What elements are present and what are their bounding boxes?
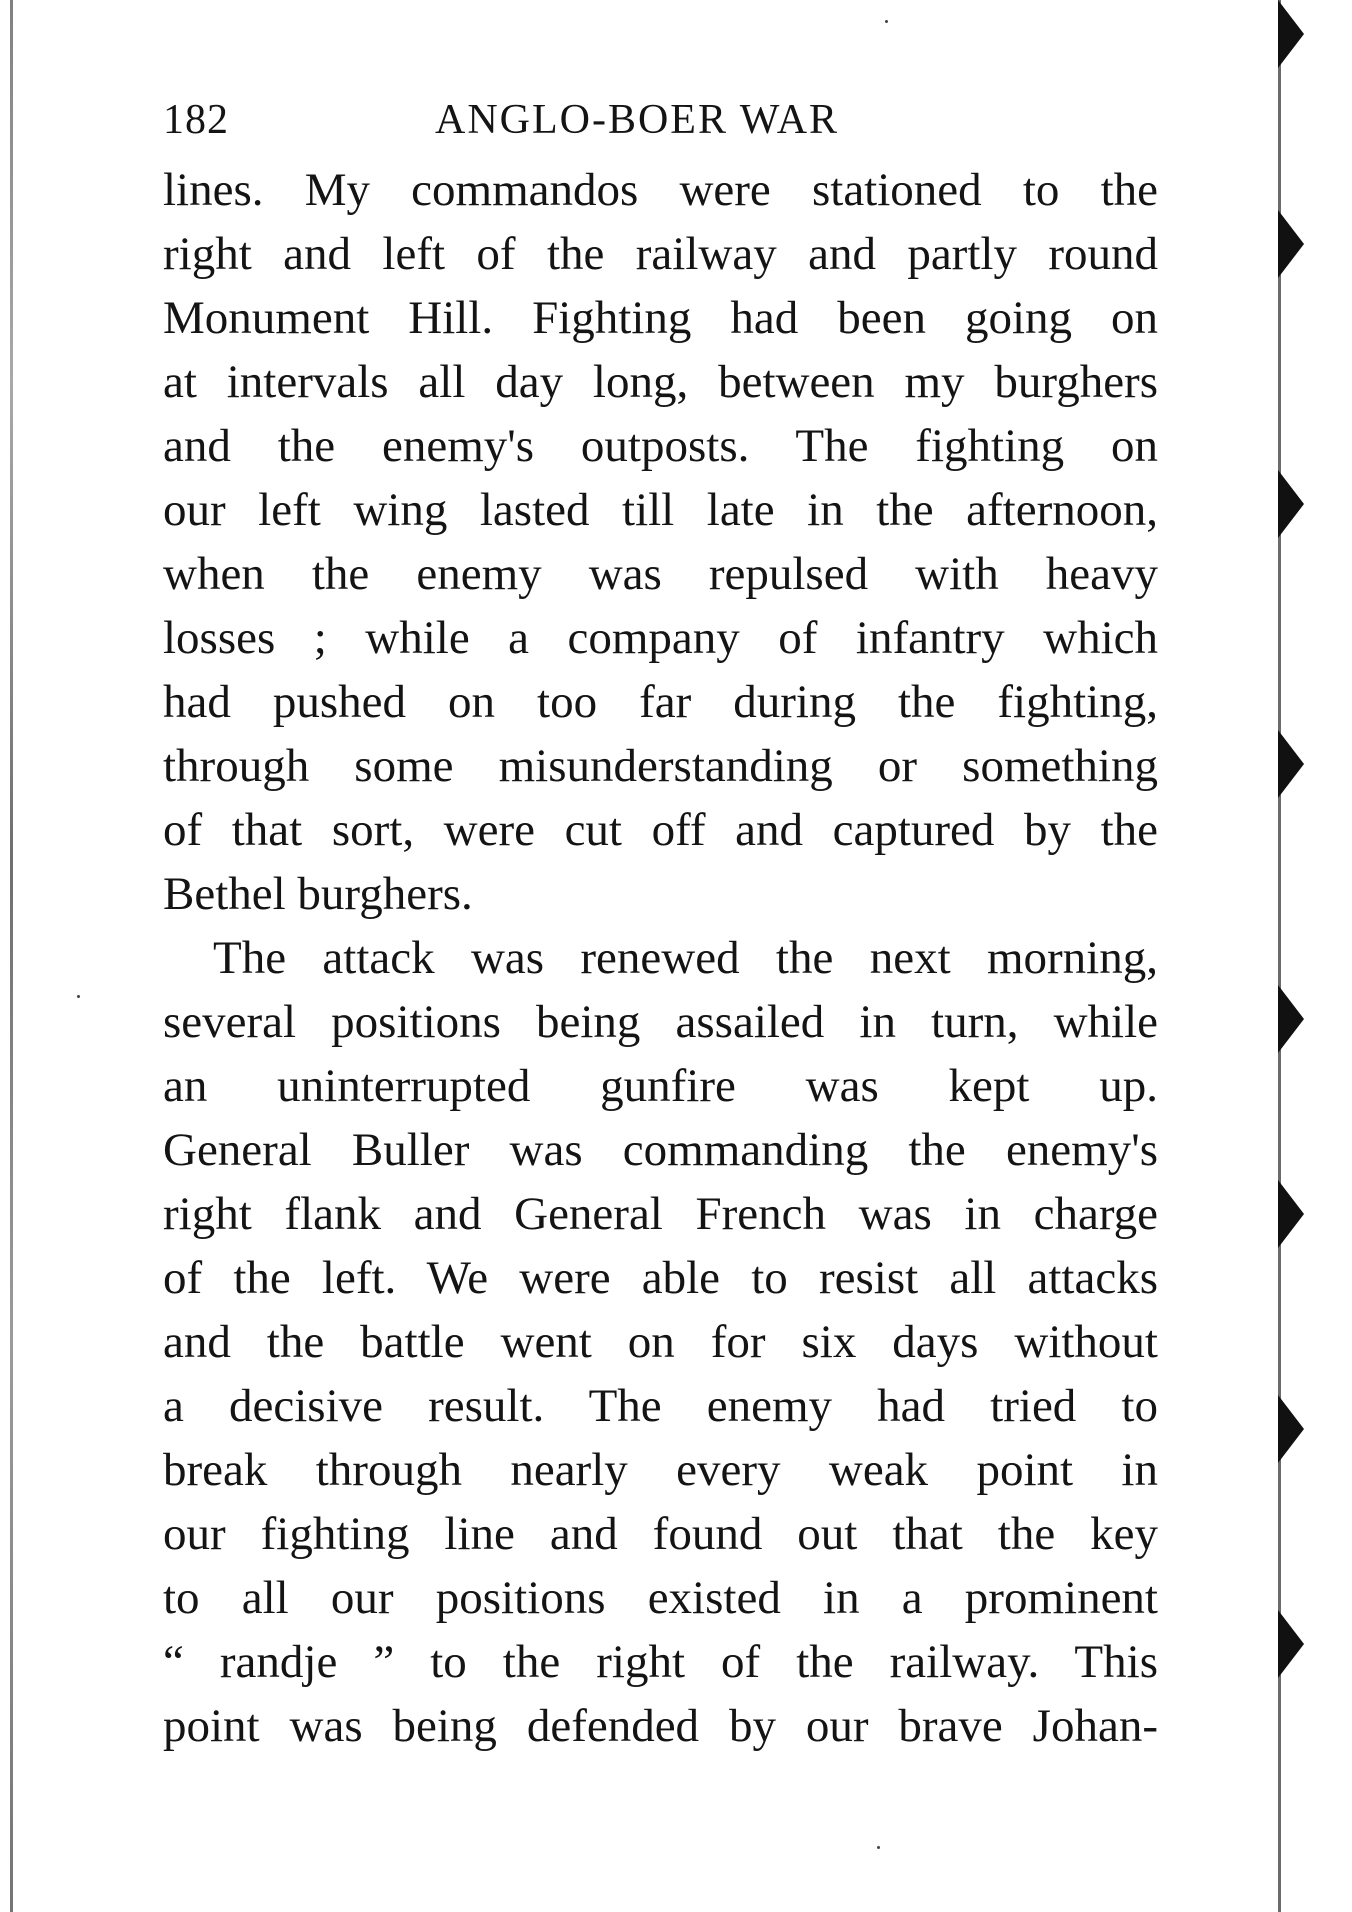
binding-mark <box>1278 1180 1304 1248</box>
text-line: through some misunderstanding or something <box>163 740 1158 792</box>
binding-mark <box>1278 730 1304 798</box>
text-line: an uninterrupted gunfire was kept up. <box>163 1060 1158 1112</box>
text-line: Bethel burghers. <box>163 868 473 920</box>
text-line: Monument Hill. Fighting had been going on <box>163 292 1158 344</box>
running-title: ANGLO-BOER WAR <box>435 97 840 143</box>
text-line: our fighting line and found out that the key <box>163 1508 1158 1560</box>
text-line: a decisive result. The enemy had tried to <box>163 1380 1158 1432</box>
binding-mark <box>1278 985 1304 1053</box>
binding-mark <box>1278 1610 1304 1678</box>
text-line: break through nearly every weak point in <box>163 1444 1158 1496</box>
body-text <box>163 158 1158 1758</box>
text-line: lines. My commandos were stationed to the <box>163 164 1158 216</box>
text-line: at intervals all day long, between my burghers <box>163 356 1158 408</box>
scan-speck <box>877 1846 880 1849</box>
scan-speck <box>885 20 888 23</box>
page-number: 182 <box>163 97 229 143</box>
binding-edge <box>1278 0 1352 1912</box>
text-line: of that sort, were cut off and captured by the <box>163 804 1158 856</box>
binding-mark <box>1278 210 1304 278</box>
text-line: and the enemy's outposts. The fighting on <box>163 420 1158 472</box>
left-page-edge <box>10 0 13 1912</box>
text-line: our left wing lasted till late in the afternoon, <box>163 484 1158 536</box>
text-line: and the battle went on for six days without <box>163 1316 1158 1368</box>
text-line: The attack was renewed the next morning, <box>213 932 1158 984</box>
binding-mark <box>1278 470 1304 538</box>
binding-mark <box>1278 1395 1304 1463</box>
text-line: when the enemy was repulsed with heavy <box>163 548 1158 600</box>
text-line: right flank and General French was in charge <box>163 1188 1158 1240</box>
text-line: point was being defended by our brave Johan- <box>163 1700 1158 1752</box>
text-line: to all our positions existed in a prominent <box>163 1572 1158 1624</box>
text-line: right and left of the railway and partly round <box>163 228 1158 280</box>
text-line: had pushed on too far during the fighting, <box>163 676 1158 728</box>
text-line: losses ; while a company of infantry which <box>163 612 1158 664</box>
text-line: “ randje ” to the right of the railway. This <box>163 1636 1158 1688</box>
scan-speck <box>77 995 80 998</box>
binding-mark <box>1278 0 1304 68</box>
text-line: several positions being assailed in turn, while <box>163 996 1158 1048</box>
text-line: of the left. We were able to resist all attacks <box>163 1252 1158 1304</box>
text-line: General Buller was commanding the enemy's <box>163 1124 1158 1176</box>
running-head <box>163 96 1138 156</box>
